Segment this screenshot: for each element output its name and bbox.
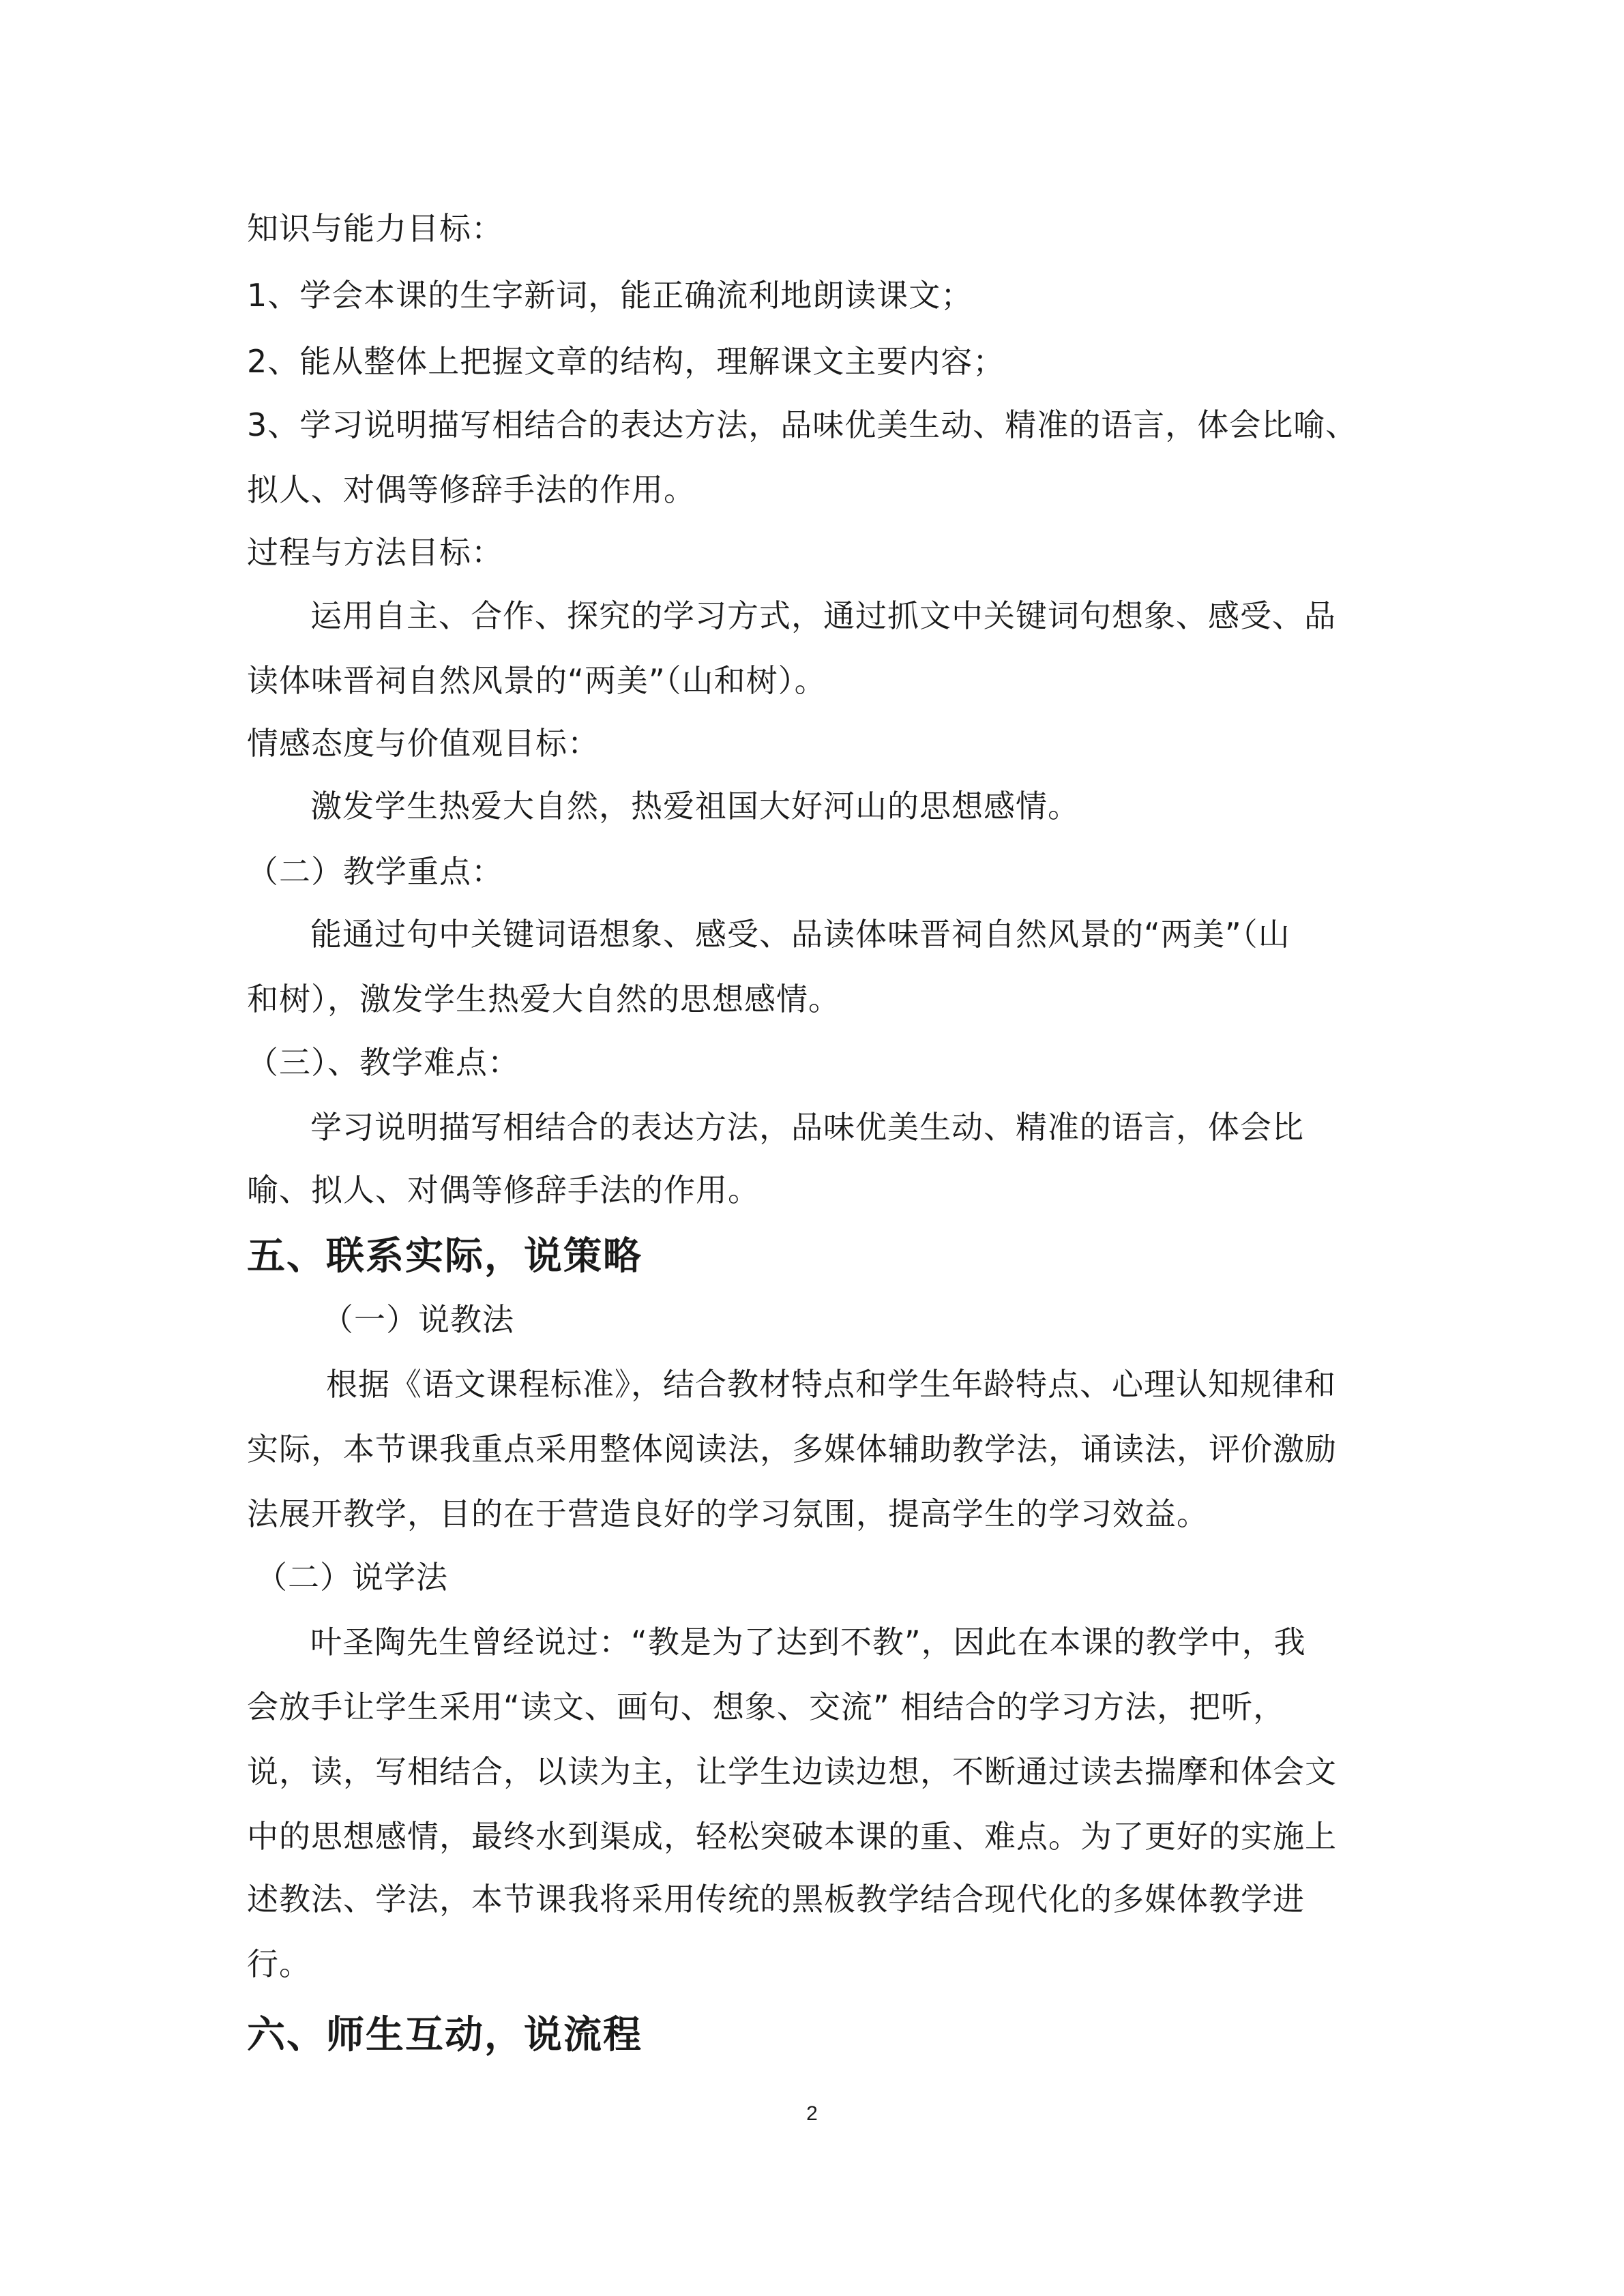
text-line: 喻、拟人、对偶等修辞手法的作用。 (247, 1172, 760, 1208)
text-line: 读体味晋祠自然风景的“两美”（山和树）。 (247, 662, 827, 699)
text-line: 激发学生热爱大自然，热爱祖国大好河山的思想感情。 (310, 788, 1080, 824)
text-line: 1、学会本课的生字新词，能正确流利地朗读课文； (247, 277, 973, 314)
text-line: 2、能从整体上把握文章的结构，理解课文主要内容； (247, 343, 1005, 380)
text-line: 和树），激发学生热爱大自然的思想感情。 (247, 981, 840, 1017)
page-number: 2 (806, 2102, 818, 2125)
text-line: 根据《语文课程标准》，结合教材特点和学生年龄特点、心理认知规律和 (326, 1366, 1336, 1403)
text-line: 法展开教学，目的在于营造良好的学习氛围，提高学生的学习效益。 (247, 1495, 1209, 1532)
text-line: 说，读，写相结合，以读为主，让学生边读边想，不断通过读去揣摩和体会文 (247, 1753, 1337, 1790)
text-line: 情感态度与价值观目标： (247, 725, 600, 762)
text-line: （二）说学法 (256, 1559, 448, 1596)
text-line: 学习说明描写相结合的表达方法，品味优美生动、精准的语言，体会比 (310, 1109, 1304, 1146)
text-line: 会放手让学生采用“读文、画句、想象、交流” 相结合的学习方法，把听， (247, 1688, 1286, 1725)
text-line: 行。 (247, 1945, 311, 1982)
text-line: 能通过句中关键词语想象、感受、品读体味晋祠自然风景的“两美”（山 (310, 916, 1290, 953)
text-line: 中的思想感情，最终水到渠成，轻松突破本课的重、难点。为了更好的实施上 (247, 1818, 1337, 1855)
text-line: 运用自主、合作、探究的学习方式，通过抓文中关键词句想象、感受、品 (310, 597, 1336, 634)
section-heading-6: 六、师生互动，说流程 (247, 2013, 643, 2057)
text-line: 拟人、对偶等修辞手法的作用。 (247, 471, 696, 508)
text-line: 实际，本节课我重点采用整体阅读法，多媒体辅助教学法，诵读法，评价激励 (247, 1431, 1337, 1467)
text-line: 述教法、学法，本节课我将采用传统的黑板教学结合现代化的多媒体教学进 (247, 1881, 1305, 1918)
text-line: 3、学习说明描写相结合的表达方法，品味优美生动、精准的语言，体会比喻、 (247, 406, 1358, 443)
text-line: 知识与能力目标： (247, 210, 503, 247)
text-line: （三）、教学难点： (247, 1044, 520, 1081)
text-line: （二）教学重点： (247, 853, 503, 890)
text-line: （一）说教法 (322, 1301, 514, 1338)
section-heading-5: 五、联系实际，说策略 (247, 1234, 643, 1279)
text-line: 叶圣陶先生曾经说过：“教是为了达到不教”，因此在本课的教学中，我 (310, 1624, 1306, 1660)
text-line: 过程与方法目标： (247, 534, 503, 571)
